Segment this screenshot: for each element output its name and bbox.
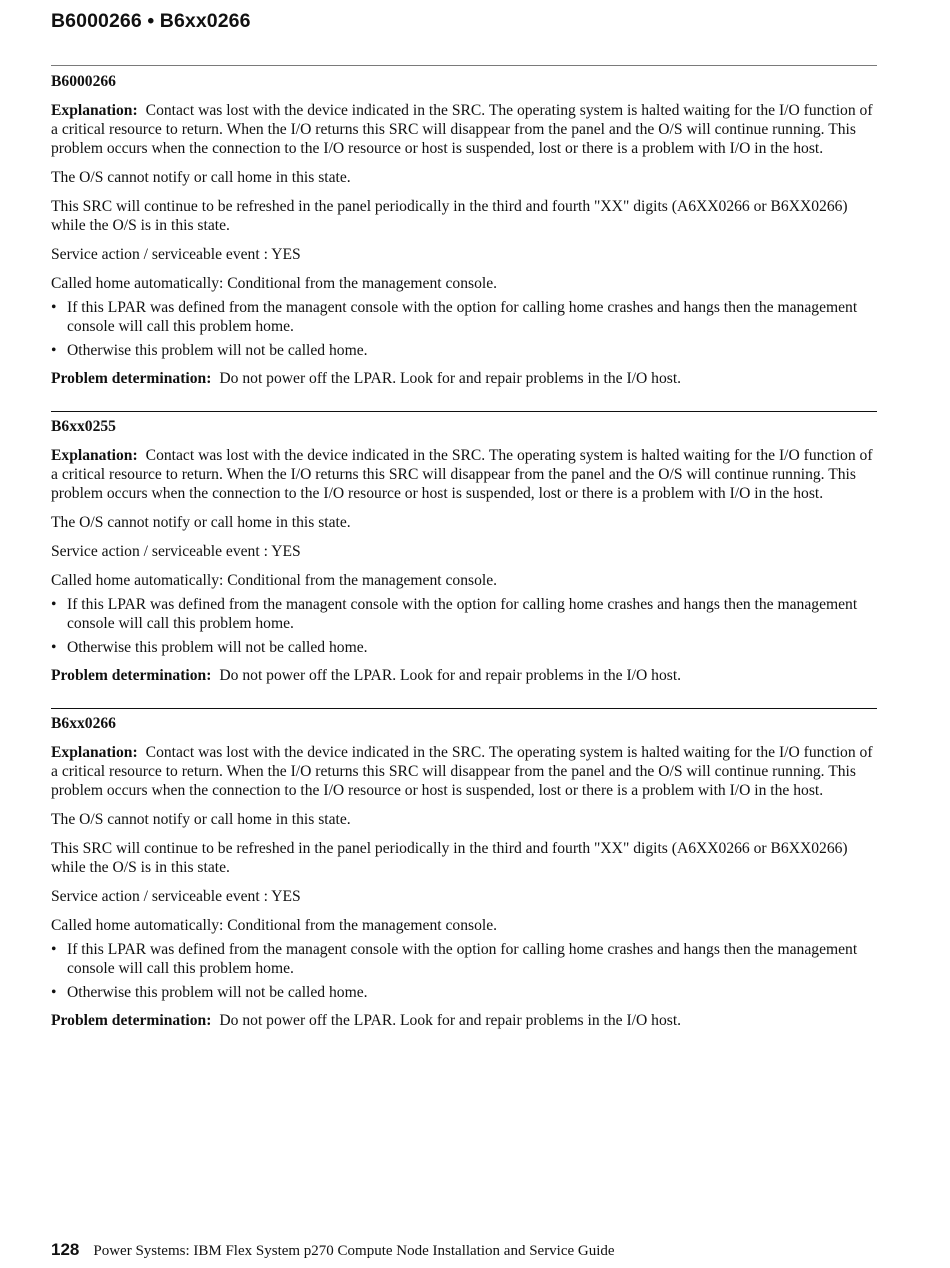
src-code: B6000266 bbox=[51, 73, 116, 90]
bullet-icon: • bbox=[51, 941, 57, 958]
list-item-text: If this LPAR was defined from the managent console with the option for calling home crashes and hangs then the management console will call this problem home. bbox=[67, 299, 858, 335]
list-item-text: Otherwise this problem will not be called home. bbox=[67, 342, 368, 359]
called-home-paragraph: Called home automatically: Conditional from the management console. bbox=[51, 572, 498, 589]
problem-determination-label: Problem determination: bbox=[51, 370, 212, 387]
page-number: 128 bbox=[51, 1240, 80, 1259]
service-action-paragraph: Service action / serviceable event : YES bbox=[51, 543, 301, 560]
bullet-icon: • bbox=[51, 342, 57, 359]
list-item bbox=[51, 341, 877, 360]
bullet-icon: • bbox=[51, 596, 57, 613]
explanation-paragraph bbox=[51, 743, 877, 800]
explanation-label: Explanation: bbox=[51, 447, 138, 464]
list-item bbox=[51, 983, 877, 1002]
list-item bbox=[51, 595, 877, 633]
problem-determination-paragraph bbox=[51, 1011, 877, 1030]
explanation-paragraph bbox=[51, 446, 877, 503]
explanation-text: Contact was lost with the device indicated in the SRC. The operating system is halted waiting for the I/O function of a critical resource to return. When the I/O returns this SRC will disappear from the panel and the O/S will continue running. This problem occurs when the connection to the I/O resource or host is suspended, lost or there is a problem with I/O in the host. bbox=[51, 744, 873, 799]
list-item-text: If this LPAR was defined from the managent console with the option for calling home crashes and hangs then the management console will call this problem home. bbox=[67, 596, 858, 632]
bullet-list bbox=[51, 595, 877, 657]
bullet-icon: • bbox=[51, 639, 57, 656]
service-action-paragraph: Service action / serviceable event : YES bbox=[51, 246, 301, 263]
src-code: B6xx0266 bbox=[51, 715, 116, 732]
list-item bbox=[51, 940, 877, 978]
src-entry bbox=[51, 411, 877, 685]
problem-determination-text: Do not power off the LPAR. Look for and repair problems in the I/O host. bbox=[219, 1012, 682, 1029]
problem-determination-text: Do not power off the LPAR. Look for and repair problems in the I/O host. bbox=[219, 370, 682, 387]
explanation-text: Contact was lost with the device indicated in the SRC. The operating system is halted waiting for the I/O function of a critical resource to return. When the I/O returns this SRC will disappear from the panel and the O/S will continue running. This problem occurs when the connection to the I/O resource or host is suspended, lost or there is a problem with I/O in the host. bbox=[51, 102, 873, 157]
bullet-list bbox=[51, 940, 877, 1002]
bullet-icon: • bbox=[51, 299, 57, 316]
problem-determination-paragraph bbox=[51, 369, 877, 388]
called-home-paragraph: Called home automatically: Conditional from the management console. bbox=[51, 917, 498, 934]
notify-paragraph: The O/S cannot notify or call home in this state. bbox=[51, 169, 351, 186]
explanation-paragraph bbox=[51, 101, 877, 158]
list-item bbox=[51, 298, 877, 336]
src-entry bbox=[51, 72, 877, 388]
refresh-paragraph: This SRC will continue to be refreshed in the panel periodically in the third and fourth "XX" digits (A6XX0266 or B6XX0266) while the O/S is in this state. bbox=[51, 198, 848, 234]
explanation-text: Contact was lost with the device indicated in the SRC. The operating system is halted waiting for the I/O function of a critical resource to return. When the I/O returns this SRC will disappear from the panel and the O/S will continue running. This problem occurs when the connection to the I/O resource or host is suspended, lost or there is a problem with I/O in the host. bbox=[51, 447, 873, 502]
problem-determination-paragraph bbox=[51, 666, 877, 685]
document-body bbox=[51, 71, 877, 1030]
header-divider bbox=[51, 65, 877, 66]
problem-determination-label: Problem determination: bbox=[51, 1012, 212, 1029]
explanation-label: Explanation: bbox=[51, 744, 138, 761]
bullet-list bbox=[51, 298, 877, 360]
list-item-text: Otherwise this problem will not be called home. bbox=[67, 984, 368, 1001]
list-item-text: If this LPAR was defined from the managent console with the option for calling home crashes and hangs then the management console will call this problem home. bbox=[67, 941, 858, 977]
notify-paragraph: The O/S cannot notify or call home in this state. bbox=[51, 514, 351, 531]
service-action-paragraph: Service action / serviceable event : YES bbox=[51, 888, 301, 905]
bullet-icon: • bbox=[51, 984, 57, 1001]
called-home-paragraph: Called home automatically: Conditional from the management console. bbox=[51, 275, 498, 292]
list-item-text: Otherwise this problem will not be called home. bbox=[67, 639, 368, 656]
page-footer bbox=[51, 1240, 615, 1261]
refresh-paragraph: This SRC will continue to be refreshed in the panel periodically in the third and fourth "XX" digits (A6XX0266 or B6XX0266) while the O/S is in this state. bbox=[51, 840, 848, 876]
src-entry bbox=[51, 708, 877, 1030]
notify-paragraph: The O/S cannot notify or call home in this state. bbox=[51, 811, 351, 828]
list-item bbox=[51, 638, 877, 657]
src-code: B6xx0255 bbox=[51, 418, 116, 435]
book-title: Power Systems: IBM Flex System p270 Compute Node Installation and Service Guide bbox=[93, 1243, 615, 1259]
page-header-title: B6000266 • B6xx0266 bbox=[51, 10, 251, 32]
problem-determination-label: Problem determination: bbox=[51, 667, 212, 684]
explanation-label: Explanation: bbox=[51, 102, 138, 119]
problem-determination-text: Do not power off the LPAR. Look for and repair problems in the I/O host. bbox=[219, 667, 682, 684]
